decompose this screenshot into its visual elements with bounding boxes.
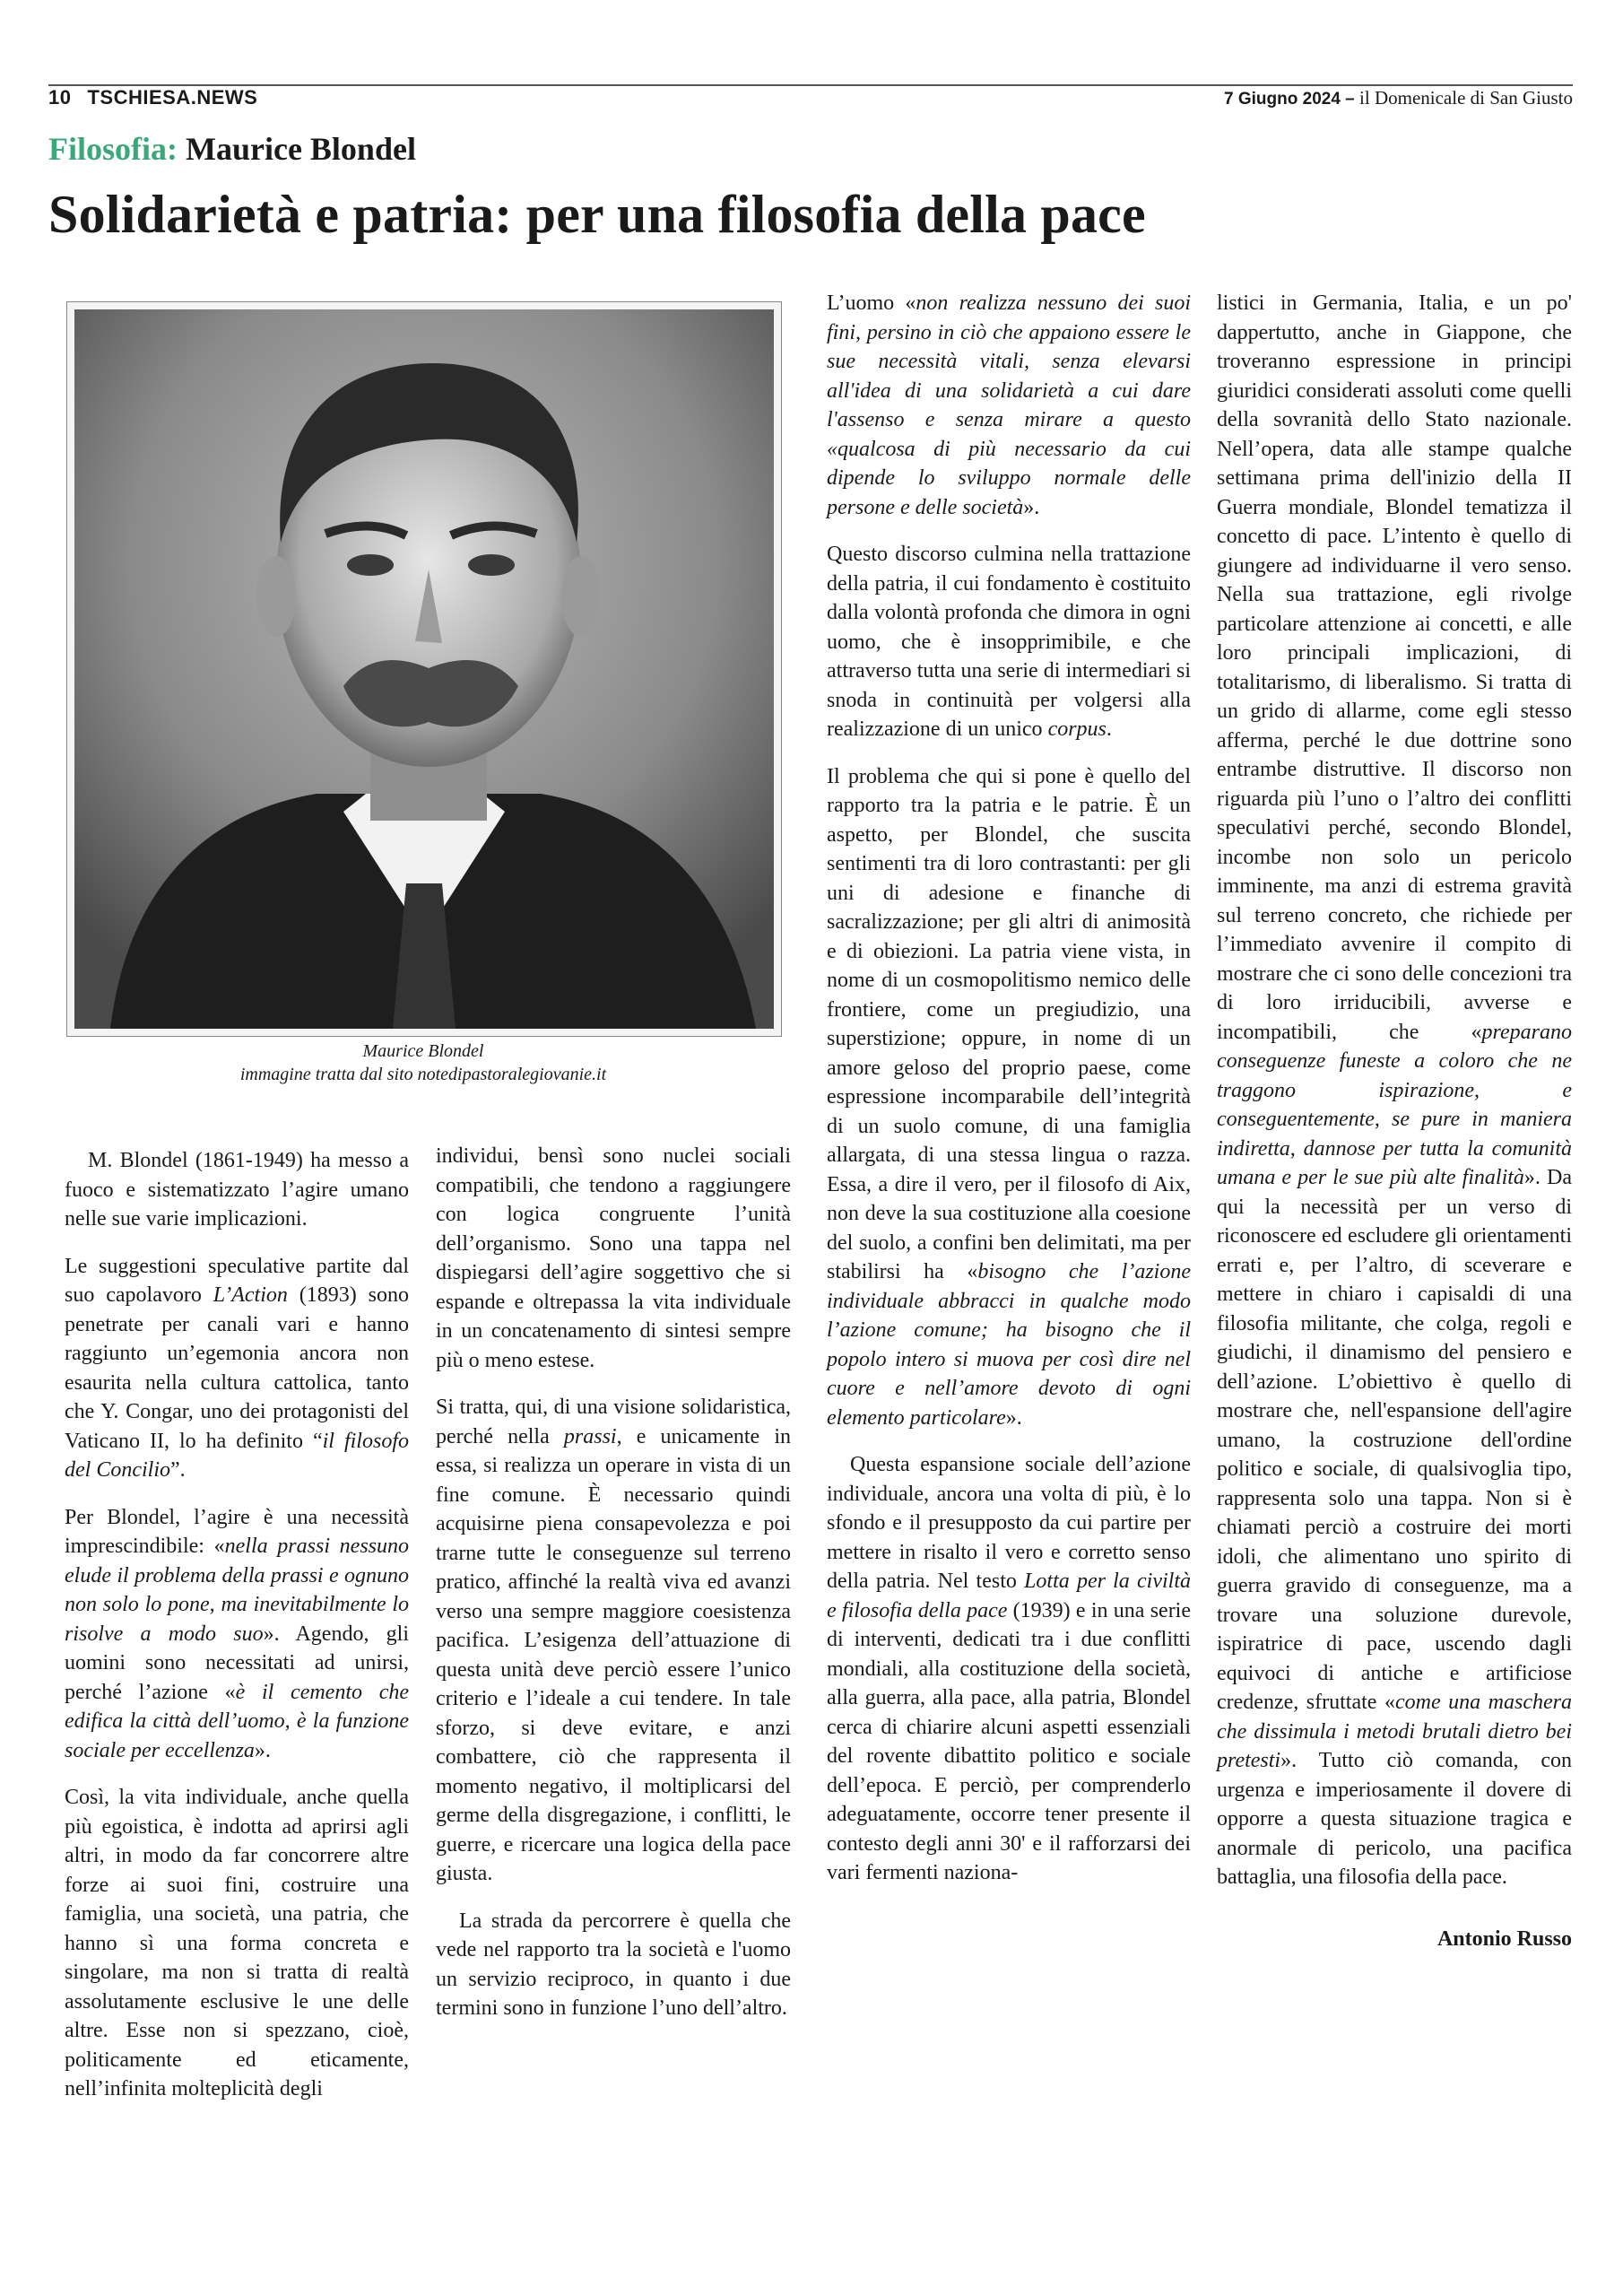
photo-caption-name: Maurice Blondel [362, 1041, 484, 1061]
paragraph: Questo discorso culmina nella trattazione della patria, il cui fondamento è costituito dalla volontà profonda che dimora in ogni uomo, che è insopprimibile, e che attraverso tutta una serie di intermediari si snoda in continuità per volgersi alla realizzazione di un unico corpus. [827, 543, 1191, 741]
paragraph: listici in Germania, Italia, e un po' dappertutto, anche in Giappone, che troveranno espressione in principi giuridici considerati assoluti come quelli della sovranità dello Stato nazionale. Nell’opera, data alle stampe qualche settimana prima dell'inizio della II Guerra mondiale, Blondel tematizza il concetto di pace. L’intento è quello di giungere ad individuarne il vero senso. Nella sua trattazione, egli rivolge particolare attenzione ai concetti, e alle loro principali implicazioni, di totalitarismo, di liberalismo. Si tratta di un grido di allarme, come egli stesso afferma, perché le due dottrine sono entrambe distruttive. Il discorso non riguarda più l’uno o l’altro dei conflitti speculativi perché, secondo Blondel, incombe non solo un pericolo imminente, ma anzi di estrema gravità sul terreno concreto, che richiede per l’immediato avvenire il compito di mostrare che ci sono delle concezioni tra di loro irriducibili, avverse e incompatibili, che «preparano conseguenze funeste a coloro che ne traggono ispirazione, e conseguentemente, se pure in maniera indiretta, dannose per tutta la comunità umana e per le sue più alte finalità». Da qui la necessità per un verso di riconoscere ed escludere gli orientamenti errati e, per l’altro, di sceverare e mettere in chiaro i capisaldi di una filosofia militante, che colga, regoli e giudichi, il dinamismo del pensiero e dell’azione. L’obiettivo è quello di mostrare che, nell'espansione dell'agire umano, la costruzione dell'ordine politico e sociale, di qualsivoglia tipo, rappresenta solo una tappa. Non si è chiamati perciò a costruire dei morti idoli, che alimentano uno spirito di guerra gravido di conseguenze, ma a trovare una soluzione durevole, ispiratrice di pace, uscendo dagli equivoci di antiche e artificiose credenze, sfruttate «come una maschera che dissimula i metodi brutali dietro bei pretesti». Tutto ciò comanda, con urgenza e imperiosamente il dovere di opporre a questa situazione tragica e anormale di pericolo, una pacifica battaglia, una filosofia della pace. [1217, 291, 1572, 1889]
header-rule [48, 84, 1573, 86]
paragraph: Si tratta, qui, di una visione solidaristica, perché nella prassi, e unicamente in essa, si realizza un operare in vista di un fine comune. È necessario quindi acquisirne piena consapevolezza e poi trarne tutte le conseguenze sul terreno pratico, affinché la realtà viva ed avanzi verso una sempre maggiore coesistenza pacifica. L’esigenza dell’attuazione di questa unità deve perciò essere l’unico criterio e l’ideale a cui tendere. In tale sforzo, si deve evitare, e anzi combattere, ciò che rappresenta il momento negativo, il moltiplicarsi del germe della disgregazione, i conflitti, le guerre, e ricercare una logica della pace giusta. [436, 1396, 791, 1885]
section-kicker [48, 130, 416, 168]
page-number: 10 [48, 86, 72, 109]
paragraph: L’uomo «non realizza nessuno dei suoi fini, persino in ciò che appaiono essere le sue necessità vitali, senza elevarsi all'idea di una solidarietà a cui dare l'assenso e senza mirare a questo «qualcosa di più necessario da cui dipende lo sviluppo normale delle persone e delle società». [827, 291, 1191, 519]
article-column-4 [1217, 289, 1572, 1953]
paragraph: Per Blondel, l’agire è una necessità imprescindibile: «nella prassi nessuno elude il problema della prassi e ognuno non solo lo pone, ma inevitabilmente lo risolve a modo suo». Agendo, gli uomini sono necessitati ad unirsi, perché l’azione «è il cemento che edifica la città dell’uomo, è la funzione sociale per eccellenza». [65, 1505, 409, 1762]
author-byline: Antonio Russo [1436, 1926, 1572, 1951]
page-header-left [48, 86, 257, 109]
site-name: TSCHIESA.NEWS [87, 86, 258, 109]
article-headline: Solidarietà e patria: per una filosofia della pace [48, 185, 1146, 244]
paragraph: M. Blondel (1861-1949) ha messo a fuoco e sistematizzato l’agire umano nelle sue varie implicazioni. [65, 1149, 409, 1231]
paragraph: Così, la vita individuale, anche quella più egoistica, è indotta ad aprirsi agli altri, in modo da far concorrere altre forze ai suoi fini, costruire una famiglia, una società, una patria, che hanno sì una forma concreta e singolare, ma non si tratta di realtà assolutamente esclusive le une delle altre. Esse non si spezzano, cioè, politicamente ed eticamente, nell’infinita molteplicità degli [65, 1786, 409, 2100]
article-column-3 [827, 289, 1191, 1906]
header-separator: – [1340, 90, 1360, 109]
article-column-2 [436, 1142, 791, 2041]
paragraph: Le suggestioni speculative partite dal suo capolavoro L’Action (1893) sono penetrate per canali vari e hanno raggiunto un’egemonia ancora non esaurita nella cultura cattolica, tanto che Y. Congar, uno dei protagonisti del Vaticano II, lo ha definito “il filosofo del Concilio”. [65, 1254, 409, 1482]
portrait-image [74, 309, 774, 1029]
article-column-1 [65, 1146, 409, 2122]
paragraph: La strada da percorrere è quella che vede nel rapporto tra la società e l'uomo un servizio reciproco, in quanto i due termini sono in funzione l’uno dell’altro. [436, 1909, 791, 2020]
issue-date: 7 Giugno 2024 [1224, 90, 1341, 109]
publication-name: il Domenicale di San Giusto [1359, 87, 1573, 109]
page-header-right [1224, 87, 1573, 109]
category-label: Filosofia: [48, 131, 178, 167]
photo-caption-source: immagine tratta dal sito notedipastoralegiovanie.it [239, 1065, 607, 1084]
paragraph: Il problema che qui si pone è quello del rapporto tra la patria e le patrie. È un aspetto, per Blondel, che suscita sentimenti tra di loro contrastanti: per gli uni di adesione e finanche di sacralizzazione; per gli altri di animosità e di obiezioni. La patria viene vista, in nome di un cosmopolitismo nemico delle frontiere, come un pregiudizio, una superstizione; oppure, in nome di un amore geloso del proprio paese, come espressione incomparabile dell’integrità di un suolo comune, di una famiglia allargata, di una stessa lingua o razza. Essa, a dire il vero, per il filosofo di Aix, non deve la sua costituzione alla coesione del suolo, a confini ben delimitati, ma per stabilirsi ha «bisogno che l’azione individuale abbracci in qualche modo l’azione comune; ha bisogno che il popolo intero si muova per così dire nel cuore e nell’amore devoto di ogni elemento particolare». [827, 764, 1191, 1430]
paragraph: individui, bensì sono nuclei sociali compatibili, che tendono a raggiungere con logica congruente l’unità dell’organismo. Sono una tappa nel dispiegarsi dell’agire soggettivo che si espande e oltrepassa la vita individuale in un concatenamento di sintesi sempre più o meno estese. [436, 1144, 791, 1372]
portrait-photo [66, 301, 782, 1037]
paragraph: Questa espansione sociale dell’azione individuale, ancora una volta di più, è lo sfondo e il presupposto da cui partire per mettere in risalto il vero e corretto senso della patria. Nel testo Lotta per la civiltà e filosofia della pace (1939) e in una serie di interventi, dedicati tra i due conflitti mondiali, alla costituzione della società, alla guerra, alla pace, alla patria, Blondel cerca di chiarire alcuni aspetti essenziali del rovente dibattito politico e sociale dell’epoca. E perciò, per comprenderlo adeguatamente, occorre tener presente il contesto degli anni 30' e il rafforzarsi dei vari fermenti naziona- [827, 1453, 1192, 1884]
subject-label: Maurice Blondel [177, 131, 416, 167]
